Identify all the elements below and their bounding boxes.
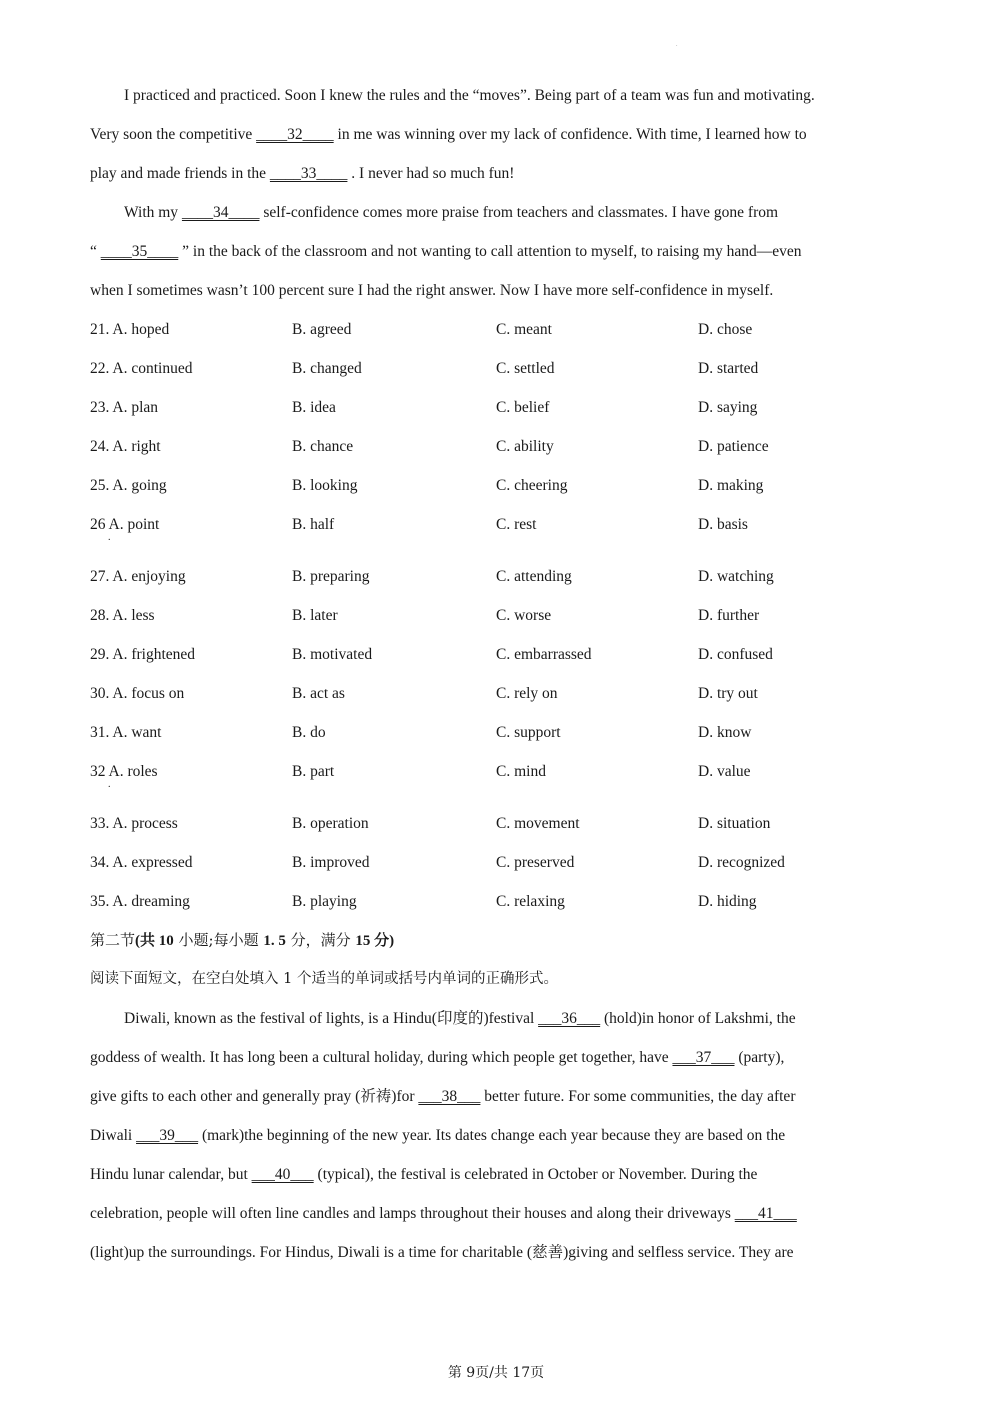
option-d: D. try out (698, 685, 758, 702)
option-c: C. mind (496, 763, 546, 780)
option-a: 25. A. going (90, 477, 167, 494)
option-c: C. embarrassed (496, 646, 592, 663)
option-b: B. motivated (292, 646, 373, 663)
option-d: D. watching (698, 568, 774, 585)
option-c: C. cheering (496, 477, 568, 494)
option-b: B. changed (292, 360, 362, 377)
option-c: C. rest (496, 516, 537, 533)
option-d: D. recognized (698, 854, 785, 871)
page-number: 第 9页/共 17页 (447, 1365, 545, 1381)
option-b: B. looking (292, 477, 358, 494)
option-a: 22. A. continued (90, 360, 193, 377)
option-a: 21. A. hoped (90, 321, 170, 338)
section2-heading: 第二节(共 10 小题;每小题 1. 5 分，满分 15 分) (90, 931, 395, 949)
option-d: D. confused (698, 646, 773, 663)
option-b: B. preparing (292, 568, 370, 585)
blank-36: ___36___ (538, 1010, 601, 1027)
option-a: 31. A. want (90, 724, 162, 741)
blank-33: ____33____ (269, 165, 348, 182)
stray-dot: . (108, 779, 111, 790)
option-d: D. further (698, 607, 760, 624)
passage2-line1: Diwali, known as the festival of lights, is a Hindu(印度的)festival ___36___ (hold)in honor of Lakshmi, the (124, 1010, 796, 1027)
option-b: B. half (292, 516, 335, 533)
option-a: 28. A. less (90, 607, 155, 624)
option-c: C. belief (496, 399, 550, 416)
option-a: 30. A. focus on (90, 685, 185, 702)
option-a: 23. A. plan (90, 399, 159, 416)
option-d: D. started (698, 360, 759, 377)
passage1-line5: “ ____35____ ” in the back of the classroom and not wanting to call attention to myself, to raising my hand—even (90, 243, 802, 260)
option-c: C. meant (496, 321, 552, 338)
option-c: C. support (496, 724, 561, 741)
passage1-line4: With my ____34____ self-confidence comes more praise from teachers and classmates. I have gone from (124, 204, 779, 221)
option-b: B. chance (292, 438, 354, 455)
passage2-line6: celebration, people will often line candles and lamps throughout their houses and along their driveways ___41___ (90, 1205, 797, 1222)
option-a: 32 A. roles (90, 763, 158, 780)
blank-32: ____32____ (256, 126, 334, 143)
option-a: 24. A. right (90, 438, 161, 455)
option-b: B. later (292, 607, 338, 624)
option-c: C. settled (496, 360, 555, 377)
option-c: C. preserved (496, 854, 575, 871)
passage1-line3: play and made friends in the ____33____ . I never had so much fun! (90, 165, 515, 182)
passage2-line2: goddess of wealth. It has long been a cultural holiday, during which people get together, have ___37___ (party), (90, 1049, 785, 1066)
passage2-line3: give gifts to each other and generally pray (祈祷)for ___38___ better future. For some communities, the day after (90, 1088, 796, 1105)
passage1-line6: when I sometimes wasn’t 100 percent sure I had the right answer. Now I have more self-confidence in myself. (90, 282, 774, 299)
scan-mark: . (676, 42, 678, 48)
option-b: B. act as (292, 685, 345, 702)
option-c: C. worse (496, 607, 552, 624)
blank-35: ____35____ (100, 243, 179, 260)
option-b: B. operation (292, 815, 369, 832)
stray-dot: . (108, 532, 111, 543)
passage1-line2: Very soon the competitive ____32____ in me was winning over my lack of confidence. With time, I learned how to (90, 126, 807, 143)
blank-41: ___41___ (734, 1205, 797, 1222)
option-b: B. agreed (292, 321, 352, 338)
passage2-line4: Diwali ___39___ (mark)the beginning of the new year. Its dates change each year because they are based on the (90, 1127, 786, 1144)
option-a: 34. A. expressed (90, 854, 193, 871)
option-d: D. hiding (698, 893, 757, 910)
option-d: D. value (698, 763, 751, 780)
passage2-line5: Hindu lunar calendar, but ___40___ (typical), the festival is celebrated in October or November. During the (90, 1166, 758, 1183)
section2-instruction: 阅读下面短文，在空白处填入 1 个适当的单词或括号内单词的正确形式。 (90, 971, 558, 987)
option-d: D. patience (698, 438, 769, 455)
passage1-line1: I practiced and practiced. Soon I knew the rules and the “moves”. Being part of a team was fun and motivating. (124, 87, 815, 104)
option-d: D. saying (698, 399, 758, 416)
option-d: D. situation (698, 815, 771, 832)
option-a: 29. A. frightened (90, 646, 196, 663)
blank-39: ___39___ (136, 1127, 199, 1144)
option-b: B. part (292, 763, 335, 780)
option-a: 27. A. enjoying (90, 568, 186, 585)
option-c: C. movement (496, 815, 580, 832)
blank-38: ___38___ (418, 1088, 481, 1105)
blank-40: ___40___ (251, 1166, 314, 1183)
option-d: D. basis (698, 516, 748, 533)
option-a: 33. A. process (90, 815, 178, 832)
blank-37: ___37___ (672, 1049, 735, 1066)
option-b: B. idea (292, 399, 336, 416)
blank-34: ____34____ (181, 204, 260, 221)
option-d: D. chose (698, 321, 753, 338)
option-a: 35. A. dreaming (90, 893, 190, 910)
option-c: C. ability (496, 438, 554, 455)
option-c: C. rely on (496, 685, 558, 702)
passage2-line7: (light)up the surroundings. For Hindus, Diwali is a time for charitable (慈善)giving and selfless service. They are (90, 1244, 794, 1261)
option-b: B. improved (292, 854, 370, 871)
option-c: C. attending (496, 568, 572, 585)
option-d: D. making (698, 477, 764, 494)
option-a: 26 A. point (90, 516, 160, 533)
option-b: B. do (292, 724, 326, 741)
option-b: B. playing (292, 893, 357, 910)
option-d: D. know (698, 724, 752, 741)
option-c: C. relaxing (496, 893, 565, 910)
